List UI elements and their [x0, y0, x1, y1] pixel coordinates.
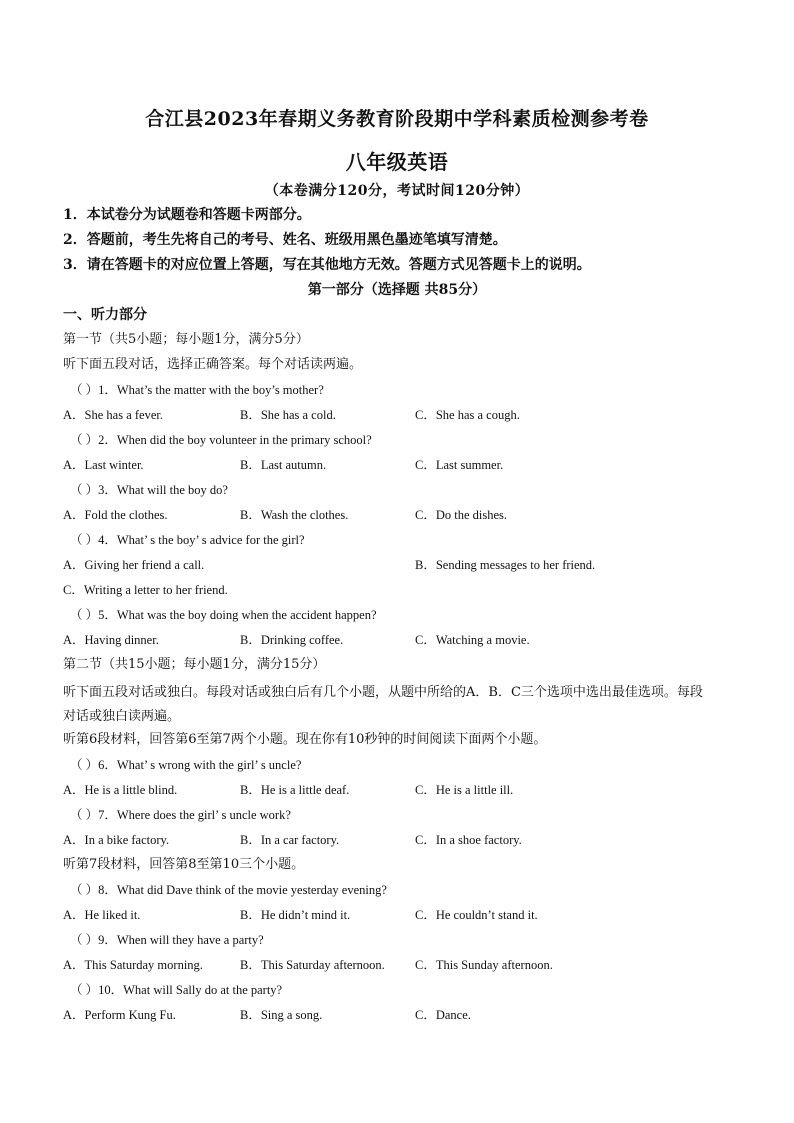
q10-option-a: A．Perform Kung Fu.: [63, 1008, 176, 1022]
question-5: （ ）5．What was the boy doing when the accident happen?: [70, 608, 377, 622]
q2-option-c: C．Last summer.: [415, 458, 504, 472]
q1-option-a: A．She has a fever.: [63, 408, 163, 422]
q4-option-a: A．Giving her friend a call.: [63, 558, 205, 572]
q6-option-b: B．He is a little deaf.: [240, 783, 350, 797]
question-10: （ ）10．What will Sally do at the party?: [70, 983, 283, 997]
section-title: 一、听力部分: [63, 307, 147, 323]
q5-option-c: C．Watching a movie.: [415, 633, 530, 647]
q5-option-b: B．Drinking coffee.: [240, 633, 344, 647]
question-9: （ ）9．When will they have a party?: [70, 933, 264, 947]
q2-option-a: A．Last winter.: [63, 458, 144, 472]
sec2-desc: 听下面五段对话或独白。每段对话或独白后有几个小题，从题中所给的A．B．C三个选项中选出最佳选项。每段对话或独白读两遍。: [63, 685, 703, 724]
instruction-3: 3．请在答题卡的对应位置上答题，写在其他地方无效。答题方式见答题卡上的说明。: [63, 257, 591, 273]
q4-option-b: B．Sending messages to her friend.: [415, 558, 596, 572]
q1-option-b: B．She has a cold.: [240, 408, 336, 422]
question-3: （ ）3．What will the boy do?: [70, 483, 228, 497]
q9-option-a: A．This Saturday morning.: [63, 958, 203, 972]
q8-option-a: A．He liked it.: [63, 908, 141, 922]
instruction-2: 2．答题前，考生先将自己的考号、姓名、班级用黑色墨迹笔填写清楚。: [63, 232, 507, 248]
material-7-note: 听第7段材料，回答第8至第10三个小题。: [63, 857, 305, 872]
q8-option-b: B．He didn’t mind it.: [240, 908, 351, 922]
q10-option-b: B．Sing a song.: [240, 1008, 323, 1022]
q1-option-c: C．She has a cough.: [415, 408, 520, 422]
q7-option-a: A．In a bike factory.: [63, 833, 170, 847]
sec2-head: 第二节（共15小题；每小题1分，满分15分）: [63, 657, 326, 672]
question-1: （ ）1．What’s the matter with the boy’s mother?: [70, 383, 324, 397]
instruction-1: 1．本试卷分为试题卷和答题卡两部分。: [63, 207, 311, 223]
q7-option-c: C．In a shoe factory.: [415, 833, 522, 847]
q7-option-b: B．In a car factory.: [240, 833, 340, 847]
q3-option-a: A．Fold the clothes.: [63, 508, 168, 522]
question-4: （ ）4．What’ s the boy’ s advice for the girl?: [70, 533, 305, 547]
exam-note: （本卷满分120分，考试时间120分钟）: [264, 183, 530, 199]
grade-title: 八年级英语: [345, 150, 449, 174]
material-6-note: 听第6段材料，回答第6至第7两个小题。现在你有10秒钟的时间阅读下面两个小题。: [63, 732, 547, 747]
sec1-desc: 听下面五段对话，选择正确答案。每个对话读两遍。: [63, 357, 363, 372]
part1-title: 第一部分（选择题 共85分）: [307, 282, 487, 298]
q3-option-c: C．Do the dishes.: [415, 508, 508, 522]
exam-title: 合江县2023年春期义务教育阶段期中学科素质检测参考卷: [145, 108, 649, 130]
question-7: （ ）7．Where does the girl’ s uncle work?: [70, 808, 291, 822]
q6-option-c: C．He is a little ill.: [415, 783, 514, 797]
sec1-head: 第一节（共5小题；每小题1分，满分5分）: [63, 332, 309, 347]
q4-option-c: C．Writing a letter to her friend.: [63, 583, 228, 597]
q6-option-a: A．He is a little blind.: [63, 783, 178, 797]
q10-option-c: C．Dance.: [415, 1008, 471, 1022]
question-2: （ ）2．When did the boy volunteer in the primary school?: [70, 433, 372, 447]
q3-option-b: B．Wash the clothes.: [240, 508, 349, 522]
q9-option-c: C．This Sunday afternoon.: [415, 958, 553, 972]
question-8: （ ）8．What did Dave think of the movie yesterday evening?: [70, 883, 387, 897]
question-6: （ ）6．What’ s wrong with the girl’ s uncle?: [70, 758, 302, 772]
q2-option-b: B．Last autumn.: [240, 458, 327, 472]
q5-option-a: A．Having dinner.: [63, 633, 159, 647]
q8-option-c: C．He couldn’t stand it.: [415, 908, 538, 922]
q9-option-b: B．This Saturday afternoon.: [240, 958, 385, 972]
